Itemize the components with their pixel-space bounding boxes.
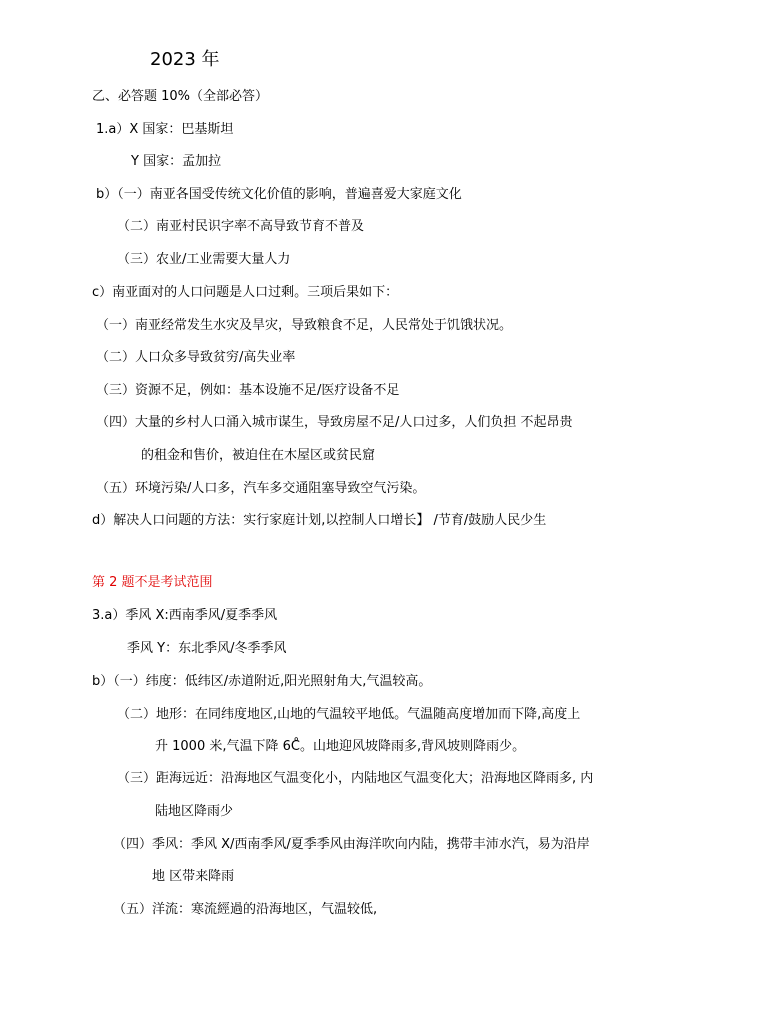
q1-answer-d: d）解决人口问题的方法：实行家庭计划,以控制人口增长】 /节育/鼓励人民少生: [92, 513, 547, 528]
q1-answer-c-point-4-line-1: （四）大量的乡村人口涌入城市谋生，导致房屋不足/人口过多，人们负担 不起昂贵: [96, 415, 573, 430]
q1-answer-c-point-3: （三）资源不足，例如：基本设施不足/医疗设备不足: [96, 383, 400, 398]
q1-answer-c-point-4-line-2: 的租金和售价，被迫住在木屋区或贫民窟: [141, 448, 376, 463]
q1-answer-c-point-5: （五）环境污染/人口多，汽车多交通阻塞导致空气污染。: [96, 481, 426, 496]
q3-answer-a-monsoon-y: 季风 Y：东北季风/冬季季风: [127, 641, 287, 656]
q1-answer-b-point-1: b）（一）南亚各国受传统文化价值的影响，普遍喜爱大家庭文化: [96, 187, 462, 202]
q3-answer-b-ocean-currents: （五）洋流：寒流經過的沿海地区，气温较低,: [113, 902, 378, 917]
q3-answer-b-relief-line-1: （二）地形：在同纬度地区,山地的气温较平地低。气温随高度增加而下降,高度上: [117, 707, 581, 722]
q1-answer-a-country-x: 1.a）X 国家：巴基斯坦: [96, 122, 234, 137]
q3-answer-b-distance-from-sea-line-2: 陆地区降雨少: [155, 804, 234, 819]
page-title: 2023 年: [150, 49, 220, 70]
q3-answer-b-relief-line-2: 升 1000 米,气温下降 6C̊。山地迎风坡降雨多,背风坡则降雨少。: [155, 739, 526, 754]
question-2-note: 第 2 题不是考试范围: [92, 575, 213, 590]
q1-answer-c-intro: c）南亚面对的人口问题是人口过剩。三项后果如下：: [92, 285, 399, 300]
q1-answer-a-country-y: Y 国家：孟加拉: [131, 154, 222, 169]
q3-answer-b-monsoon-line-1: （四）季风：季风 X/西南季风/夏季季风由海洋吹向内陆，携带丰沛水汽，易为沿岸: [113, 837, 590, 852]
q3-answer-b-distance-from-sea-line-1: （三）距海远近：沿海地区气温变化小，内陆地区气温变化大；沿海地区降雨多, 内: [117, 771, 594, 786]
q3-answer-b-monsoon-line-2: 地 区带来降雨: [152, 869, 235, 884]
q3-answer-b-latitude: b）（一）纬度：低纬区/赤道附近,阳光照射角大,气温较高。: [92, 674, 432, 689]
q1-answer-c-point-1: （一）南亚经常发生水灾及旱灾，导致粮食不足，人民常处于饥饿状况。: [96, 318, 513, 333]
q1-answer-c-point-2: （二）人口众多导致贫穷/高失业率: [96, 350, 296, 365]
section-header: 乙、必答题 10%（全部必答）: [92, 89, 269, 104]
q1-answer-b-point-2: （二）南亚村民识字率不高导致节育不普及: [117, 219, 365, 234]
q1-answer-b-point-3: （三）农业/工业需要大量人力: [117, 252, 291, 267]
q3-answer-a-monsoon-x: 3.a）季风 X:西南季风/夏季季风: [92, 608, 278, 623]
